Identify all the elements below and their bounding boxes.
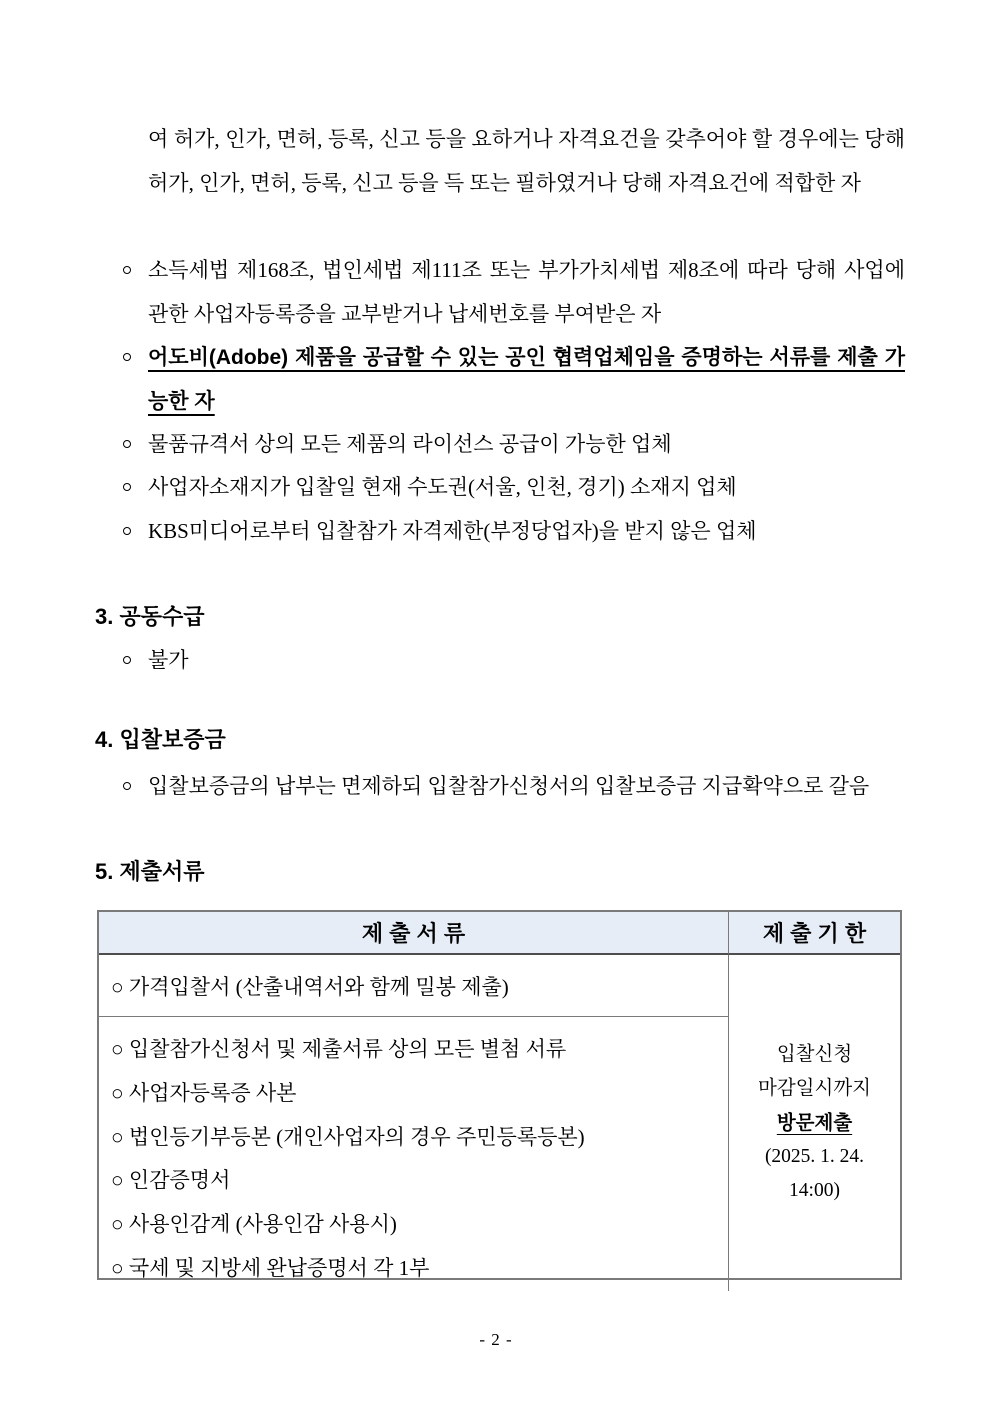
qualification-bullet (97, 510, 905, 554)
section-5-heading: 5. 제출서류 (95, 859, 205, 884)
table-header-deadline: 제 출 기 한 (729, 912, 900, 955)
continuation-paragraph: 여 허가, 인가, 면허, 등록, 신고 등을 요하거나 자격요건을 갖추어야 할 경우에는 당해 허가, 인가, 면허, 등록, 신고 등을 득 또는 필하였거나 당해 자격요건에 적합한 자 (148, 127, 905, 195)
bullet-text: KBS미디어로부터 입찰참가 자격제한(부정당업자)을 받지 않은 업체 (148, 519, 757, 543)
bullet-circle-icon (123, 483, 131, 491)
bullet-circle-icon (123, 440, 131, 448)
deadline-line-4: (2025. 1. 24. (764, 1145, 865, 1167)
qualification-bullet (97, 466, 905, 510)
bullet-text: 입찰보증금의 납부는 면제하되 입찰참가신청서의 입찰보증금 지급확약으로 갈음 (148, 774, 870, 798)
table-row-price-bid: ○ 가격입찰서 (산출내역서와 함께 밀봉 제출) (99, 955, 729, 1017)
section-4-heading: 4. 입찰보증금 (95, 727, 226, 752)
document-item: ○ 법인등기부등본 (개인사업자의 경우 주민등록등본) (111, 1124, 585, 1149)
bullet-text: 물품규격서 상의 모든 제품의 라이선스 공급이 가능한 업체 (148, 432, 672, 456)
bullet-text: 어도비(Adobe) 제품을 공급할 수 있는 공인 협력업체임을 증명하는 서류를 제출 가능한 자 (148, 346, 905, 413)
table-row-attachments (99, 1017, 729, 1291)
bullet-circle-icon (123, 353, 131, 361)
section-3-heading: 3. 공동수급 (95, 604, 205, 629)
deadline-line-3: 방문제출 (776, 1111, 853, 1134)
document-item: ○ 인감증명서 (111, 1168, 231, 1193)
bullet-text: 불가 (148, 648, 189, 672)
qualification-bullet (97, 249, 905, 336)
section-3-bullet (97, 639, 905, 683)
document-item: ○ 사업자등록증 사본 (111, 1080, 297, 1105)
bullet-text: 사업자소재지가 입찰일 현재 수도권(서울, 인천, 경기) 소재지 업체 (148, 475, 737, 499)
page-number: - 2 - (479, 1330, 513, 1349)
qualification-bullet (97, 423, 905, 467)
document-item: ○ 사용인감계 (사용인감 사용시) (111, 1212, 397, 1237)
bullet-text: 소득세법 제168조, 법인세법 제111조 또는 부가가치세법 제8조에 따라 당해 사업에 관한 사업자등록증을 교부받거나 납세번호를 부여받은 자 (148, 258, 905, 326)
qualification-bullet-emphasized (97, 336, 905, 423)
section-4-bullet (97, 765, 905, 809)
document-item: ○ 입찰참가신청서 및 제출서류 상의 모든 별첨 서류 (111, 1037, 567, 1061)
bullet-circle-icon (123, 266, 131, 274)
bullet-circle-icon (123, 656, 131, 664)
bullet-circle-icon (123, 782, 131, 790)
deadline-line-1: 입찰신청 (776, 1043, 853, 1065)
table-cell-deadline (729, 955, 900, 1291)
submission-documents-table (97, 910, 902, 1280)
bullet-circle-icon (123, 527, 131, 535)
document-item: ○ 국세 및 지방세 완납증명서 각 1부 (111, 1255, 430, 1280)
table-header-documents: 제 출 서 류 (99, 912, 729, 955)
deadline-line-5: 14:00) (789, 1179, 840, 1201)
deadline-line-2: 마감일시까지 (757, 1077, 872, 1099)
